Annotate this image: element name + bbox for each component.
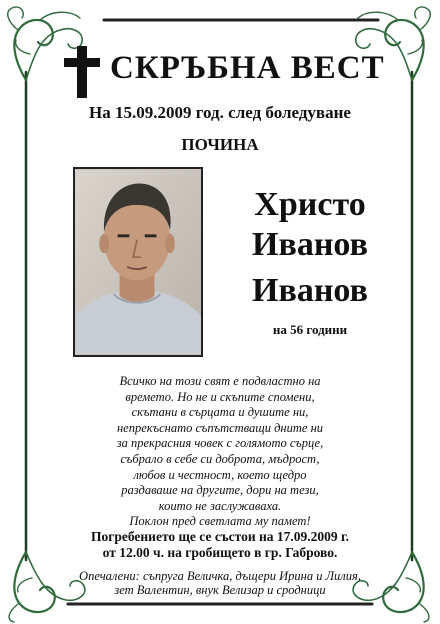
- memorial-line: които не заслужаваха.: [158, 498, 282, 513]
- cross-icon: [62, 46, 102, 98]
- funeral-date-line: Погребението ще се състои на 17.09.2009 г.: [90, 529, 350, 544]
- memorial-line: събрало в себе си доброта, мъдрост,: [120, 451, 320, 466]
- memorial-line: Поклон пред светлата му памет!: [129, 514, 311, 529]
- deceased-middle-name: Иванов: [252, 226, 368, 263]
- obituary-title: СКРЪБНА ВЕСТ: [110, 50, 385, 86]
- deceased-first-name: Христо: [254, 186, 366, 223]
- mourners-line: зет Валентин, внук Велизар и сродници: [114, 583, 326, 597]
- memorial-line: Всичко на този свят е подвластно на: [119, 374, 321, 388]
- memorial-line: скътани в сърцата и душите ни,: [131, 405, 309, 420]
- mourners-line: Опечалени: съпруга Величка, дъщери Ирина и Лилия,: [79, 569, 361, 583]
- memorial-line: любов и честност, което щедро: [133, 467, 307, 482]
- funeral-place-line: от 12.00 ч. на гробището в гр. Габрово.: [102, 545, 338, 560]
- memorial-line: времето. Но не и скъпите спомени,: [125, 389, 315, 404]
- deceased-age: на 56 години: [272, 322, 348, 337]
- mourners-list: [40, 569, 400, 597]
- portrait-photo: [73, 167, 203, 357]
- date-of-death-line: На 15.09.2009 год. след боледуване: [89, 103, 351, 122]
- deceased-last-name: Иванов: [252, 272, 368, 309]
- memorial-line: непрекъснато съпътстващи дните ни: [116, 420, 324, 435]
- passed-away-label: ПОЧИНА: [181, 135, 259, 154]
- funeral-details: [40, 529, 400, 561]
- memorial-text: [60, 374, 380, 530]
- memorial-line: раздаваше на другите, дори на тези,: [121, 483, 319, 498]
- memorial-line: за прекрасния човек с голямото сърце,: [116, 436, 324, 451]
- portrait-image: [75, 169, 201, 355]
